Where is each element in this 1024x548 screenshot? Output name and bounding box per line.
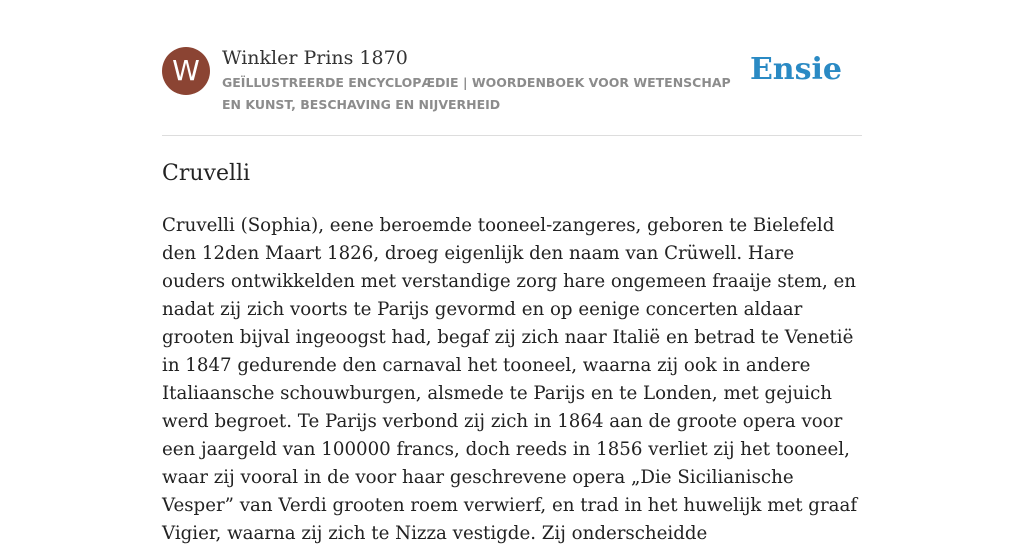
avatar[interactable]: W: [162, 47, 210, 95]
source-title[interactable]: Winkler Prins 1870: [222, 47, 408, 69]
article-title: Cruvelli: [162, 161, 251, 186]
divider: [162, 135, 862, 136]
source-subtitle: GEÏLLUSTREERDE ENCYCLOPÆDIE | WOORDENBOEK VOOR WETENSCHAP EN KUNST, BESCHAVING EN NIJVERHEID: [222, 75, 731, 112]
ensie-logo[interactable]: Ensie: [749, 52, 842, 87]
article-body: Cruvelli (Sophia), eene beroemde tooneel-zangeres, geboren te Bielefeld den 12den Maart 1826, droeg eigenlijk den naam van Crüwell. Hare ouders ontwikkelden met verstandige zorg hare ongemeen fraaije stem, en nadat zij zich voorts te Parijs gevormd en op eenige concerten aldaar grooten bijval ingeoogst had, begaf zij zich naar Italië en betrad te Venetië in 1847 gedurende den carnaval het tooneel, waarna zij ook in andere Italiaansche schouwburgen, alsmede te Parijs en te Londen, met gejuich werd begroet. Te Parijs verbond zij zich in 1864 aan de groote opera voor een jaargeld van 100000 francs, doch reeds in 1856 verliet zij het tooneel, waar zij vooral in de voor haar geschrevene opera „Die Sicilianische Vesper” van Verdi grooten roem verwierf, en trad in het huwelijk met graaf Vigier, waarna zij zich te Nizza vestigde. Zij onderscheidde: [162, 215, 858, 544]
